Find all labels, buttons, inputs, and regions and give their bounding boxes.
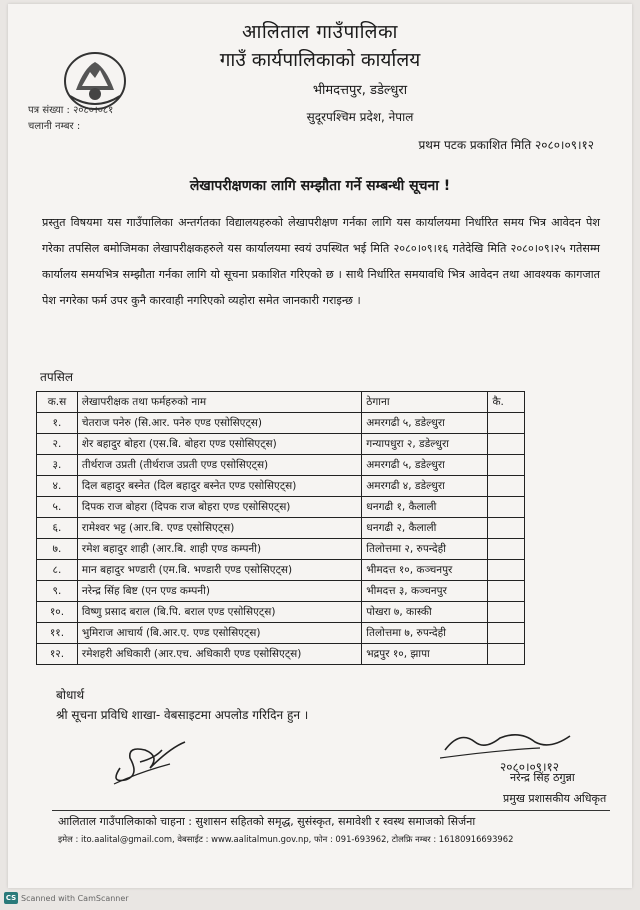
publish-date: प्रथम पटक प्रकाशित मिति २०८०।०९।१२: [418, 138, 594, 152]
header-office-name: गाउँ कार्यपालिकाको कार्यालय: [219, 49, 421, 71]
dispatch-number: चलानी नम्बर :: [28, 121, 81, 132]
table-row: [37, 476, 525, 497]
signatory-name: नरेन्द्र सिंह ठगुन्ना: [510, 771, 575, 784]
cell-remark: [488, 476, 525, 497]
col-header-remark: कै.: [488, 392, 525, 413]
cell-remark: [488, 518, 525, 539]
table-row: [37, 623, 525, 644]
cell-sn: ४.: [37, 476, 78, 497]
col-header-address: ठेगाना: [362, 392, 488, 413]
cell-sn: ७.: [37, 539, 78, 560]
cell-sn: १२.: [37, 644, 78, 665]
table-row: [37, 497, 525, 518]
cell-name: भुमिराज आचार्य (बि.आर.ए. एण्ड एसोसिएट्स): [77, 623, 361, 644]
notice-title: लेखापरीक्षणका लागि सम्झौता गर्ने सम्बन्धी सूचना !: [189, 178, 451, 194]
cell-address: धनगढी २, कैलाली: [362, 518, 488, 539]
cell-address: धनगढी १, कैलाली: [362, 497, 488, 518]
table-row: [37, 560, 525, 581]
cell-sn: १.: [37, 413, 78, 434]
cell-sn: ८.: [37, 560, 78, 581]
auditor-table: [36, 391, 525, 665]
cell-address: तिलोत्तमा २, रुपन्देही: [362, 539, 488, 560]
signature-left-icon: [100, 728, 200, 788]
signatory-post: प्रमुख प्रशासकीय अधिकृत: [503, 792, 607, 805]
cell-sn: ९.: [37, 581, 78, 602]
cell-sn: ५.: [37, 497, 78, 518]
table-row: [37, 539, 525, 560]
header-municipality-name: आलिताल गाउँपालिका: [242, 21, 398, 43]
signature-date: २०८०।०९।१२: [500, 760, 560, 774]
cell-remark: [488, 497, 525, 518]
cell-remark: [488, 413, 525, 434]
col-header-name: लेखापरीक्षक तथा फर्महरुको नाम: [77, 392, 361, 413]
table-row: [37, 644, 525, 665]
cell-address: भीमदत्त १०, कञ्चनपुर: [362, 560, 488, 581]
scanner-watermark: [4, 892, 129, 904]
col-header-sn: क.स: [37, 392, 78, 413]
cell-remark: [488, 455, 525, 476]
letter-number: पत्र संख्या : २०८०।०८१: [28, 105, 114, 116]
table-header-row: [37, 392, 525, 413]
cell-address: गन्यापधुरा २, डडेल्धुरा: [362, 434, 488, 455]
cell-sn: ११.: [37, 623, 78, 644]
bodharth-label: बोधार्थ: [56, 688, 85, 702]
cell-address: भीमदत्त ३, कञ्चनपुर: [362, 581, 488, 602]
notice-body: प्रस्तुत विषयमा यस गाउँपालिका अन्तर्गतका विद्यालयहरुको लेखापरीक्षण गर्नका लागि यस कार्यालयमा निर्धारित समय भित्र आवेदन पेश गरेका तपसिल बमोजिमका लेखापरीक्षकहरुले यस कार्यालयमा स्वयं उपस्थित भई मिति २०८०।०९।१६ गतेदेखि मिति २०८०।०९।२५ गतेसम्म कार्यालय समयभित्र सम्झौता गर्नका लागि यो सूचना प्रकाशित गरिएको छ । साथै निर्धारित समयावधि भित्र आवेदन तथा आवश्यक कागजात पेश नगरेका फर्म उपर कुनै कारवाही नगरिएको व्यहोरा समेत जानकारी गराइन्छ ।: [42, 216, 600, 307]
table-row: [37, 602, 525, 623]
cell-sn: १०.: [37, 602, 78, 623]
cell-sn: २.: [37, 434, 78, 455]
cell-name: विष्णु प्रसाद बराल (बि.पि. बराल एण्ड एसोसिएट्स): [77, 602, 361, 623]
cell-remark: [488, 539, 525, 560]
cell-address: तिलोत्तमा ७, रुपन्देही: [362, 623, 488, 644]
cell-address: भद्रपुर १०, झापा: [362, 644, 488, 665]
header-province: सुदूरपश्चिम प्रदेश, नेपाल: [306, 110, 414, 124]
cc-line: श्री सूचना प्रविधि शाखा- वेबसाइटमा अपलोड गरिदिन हुन ।: [56, 708, 309, 722]
cell-sn: ६.: [37, 518, 78, 539]
footer-vision: आलिताल गाउँपालिकाको चाहना : सुशासन सहितको समृद्ध, सुसंस्कृत, समावेशी र स्वस्थ समाजको सिर्जना: [58, 815, 476, 828]
cell-name: मान बहादुर भण्डारी (एम.बि. भण्डारी एण्ड एसोसिएट्स): [77, 560, 361, 581]
cell-name: शेर बहादुर बोहरा (एस.बि. बोहरा एण्ड एसोसिएट्स): [77, 434, 361, 455]
cell-sn: ३.: [37, 455, 78, 476]
table-row: [37, 581, 525, 602]
cell-remark: [488, 560, 525, 581]
cell-name: दिपक राज बोहरा (दिपक राज बोहरा एण्ड एसोसिएट्स): [77, 497, 361, 518]
cell-name: चेतराज पनेरु (सि.आर. पनेरु एण्ड एसोसिएट्स): [77, 413, 361, 434]
header-location: भीमदत्तपुर, डडेल्धुरा: [312, 83, 408, 98]
footer-contact: इमेल : ito.aalital@gmail.com, वेबसाईट : www.aalitalmun.gov.np, फोन : 091-693962, टोलफ्रि नम्बर : 16180916693962: [58, 834, 514, 844]
cell-name: रमेश बहादुर शाही (आर.बि. शाही एण्ड कम्पनी): [77, 539, 361, 560]
tapsil-label: तपसिल: [40, 370, 74, 384]
table-row: [37, 518, 525, 539]
cell-name: तीर्थराज उप्रती (तीर्थराज उप्रती एण्ड एसोसिएट्स): [77, 455, 361, 476]
cell-address: अमरगढी ५, डडेल्धुरा: [362, 455, 488, 476]
cell-remark: [488, 644, 525, 665]
footer-divider: [52, 810, 610, 811]
cell-remark: [488, 434, 525, 455]
cell-name: रामेश्वर भट्ट (आर.बि. एण्ड एसोसिएट्स): [77, 518, 361, 539]
table-row: [37, 434, 525, 455]
cell-remark: [488, 623, 525, 644]
cell-name: नरेन्द्र सिंह बिष्ट (एन एण्ड कम्पनी): [77, 581, 361, 602]
cell-remark: [488, 602, 525, 623]
camscanner-logo-icon: CS: [5, 894, 17, 902]
cell-name: रमेशहरी अधिकारी (आर.एच. अधिकारी एण्ड एसोसिएट्स): [77, 644, 361, 665]
cell-address: पोखरा ७, कास्की: [362, 602, 488, 623]
cell-name: दिल बहादुर बस्नेत (दिल बहादुर बस्नेत एण्ड एसोसिएट्स): [77, 476, 361, 497]
table-row: [37, 455, 525, 476]
cell-address: अमरगढी ५, डडेल्धुरा: [362, 413, 488, 434]
table-row: [37, 413, 525, 434]
scanner-text: Scanned with CamScanner: [21, 893, 129, 903]
cell-remark: [488, 581, 525, 602]
cell-address: अमरगढी ४, डडेल्धुरा: [362, 476, 488, 497]
